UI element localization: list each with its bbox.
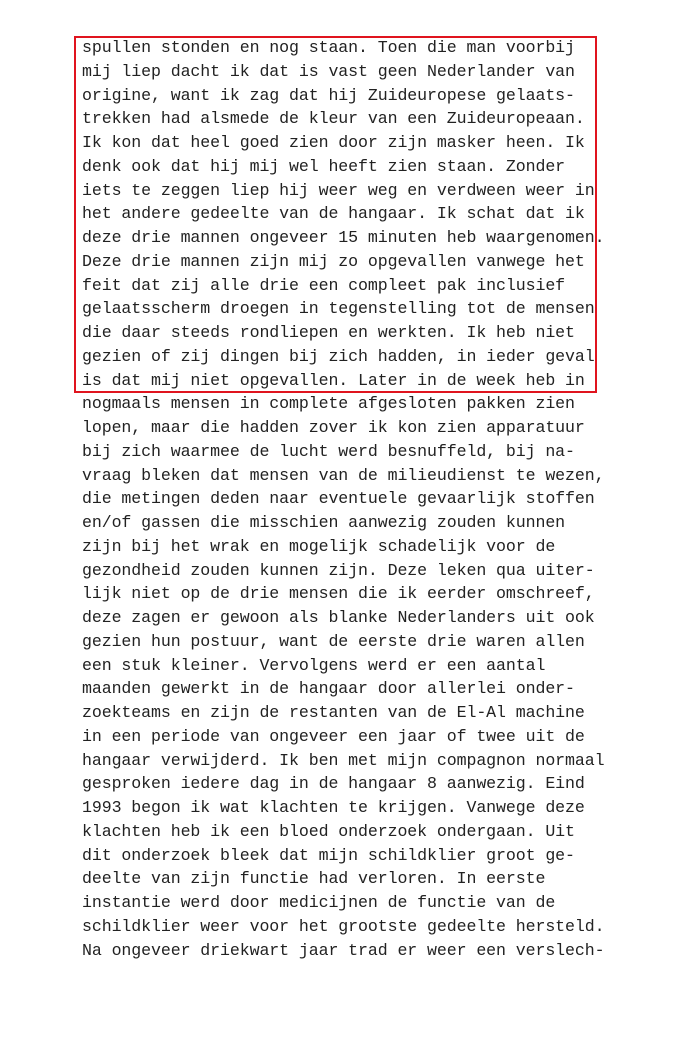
- text-line: gezien of zij dingen bij zich hadden, in ieder geval: [82, 346, 595, 366]
- text-line: Na ongeveer driekwart jaar trad er weer een verslech-: [82, 940, 605, 960]
- text-line: gezien hun postuur, want de eerste drie waren allen: [82, 631, 585, 651]
- text-line: lopen, maar die hadden zover ik kon zien apparatuur: [82, 418, 585, 437]
- text-line: Ik kon dat heel goed zien door zijn masker heen. Ik: [82, 133, 585, 152]
- text-line: schildklier weer voor het grootste gedeelte hersteld.: [82, 916, 605, 936]
- text-line: iets te zeggen liep hij weer weg en verdween weer in: [82, 180, 595, 200]
- text-line: lijk niet op de drie mensen die ik eerder omschreef,: [82, 584, 595, 604]
- text-line: deze drie mannen ongeveer 15 minuten heb waargenomen.: [82, 228, 605, 247]
- text-line: trekken had alsmede de kleur van een Zuideuropeaan.: [82, 109, 585, 129]
- text-line: nogmaals mensen in complete afgesloten pakken zien: [82, 394, 575, 414]
- text-line: 1993 begon ik wat klachten te krijgen. Vanwege deze: [82, 798, 585, 817]
- text-line: een stuk kleiner. Vervolgens werd er een aantal: [82, 655, 546, 675]
- text-line: zijn bij het wrak en mogelijk schadelijk voor de: [82, 536, 556, 556]
- text-line: in een periode van ongeveer een jaar of twee uit de: [82, 726, 585, 746]
- text-line: is dat mij niet opgevallen. Later in de week heb in: [82, 370, 585, 390]
- red-highlight-box: [74, 36, 597, 393]
- text-line: vraag bleken dat mensen van de milieudienst te wezen,: [82, 465, 605, 485]
- text-line: die metingen deden naar eventuele gevaarlijk stoffen: [82, 489, 595, 509]
- text-line: en/of gassen die misschien aanwezig zouden kunnen: [82, 513, 566, 532]
- text-line: deelte van zijn functie had verloren. In eerste: [82, 869, 546, 889]
- text-line: mij liep dacht ik dat is vast geen Nederlander van: [82, 61, 575, 81]
- text-line: deze zagen er gewoon als blanke Nederlanders uit ook: [82, 608, 595, 627]
- text-line: die daar steeds rondliepen en werkten. Ik heb niet: [82, 323, 575, 342]
- text-line: instantie werd door medicijnen de functie van de: [82, 893, 556, 912]
- text-line: zoekteams en zijn de restanten van de El-Al machine: [82, 703, 585, 722]
- text-line: spullen stonden en nog staan. Toen die man voorbij: [82, 38, 575, 57]
- text-line: het andere gedeelte van de hangaar. Ik schat dat ik: [82, 204, 585, 224]
- text-line: gezondheid zouden kunnen zijn. Deze leken qua uiter-: [82, 560, 595, 580]
- text-line: gesproken iedere dag in de hangaar 8 aanwezig. Eind: [82, 774, 585, 794]
- text-line: gelaatsscherm droegen in tegenstelling tot de mensen: [82, 299, 595, 319]
- text-line: klachten heb ik een bloed onderzoek ondergaan. Uit: [82, 821, 575, 841]
- text-line: dit onderzoek bleek dat mijn schildklier groot ge-: [82, 845, 575, 865]
- text-line: denk ook dat hij mij wel heeft zien staan. Zonder: [82, 156, 566, 176]
- text-line: Deze drie mannen zijn mij zo opgevallen vanwege het: [82, 251, 585, 271]
- text-line: maanden gewerkt in de hangaar door allerlei onder-: [82, 679, 575, 699]
- text-line: feit dat zij alle drie een compleet pak inclusief: [82, 275, 566, 295]
- text-line: hangaar verwijderd. Ik ben met mijn compagnon normaal: [82, 750, 605, 770]
- text-line: bij zich waarmee de lucht werd besnuffeld, bij na-: [82, 441, 575, 461]
- text-line: origine, want ik zag dat hij Zuideuropese gelaats-: [82, 85, 575, 105]
